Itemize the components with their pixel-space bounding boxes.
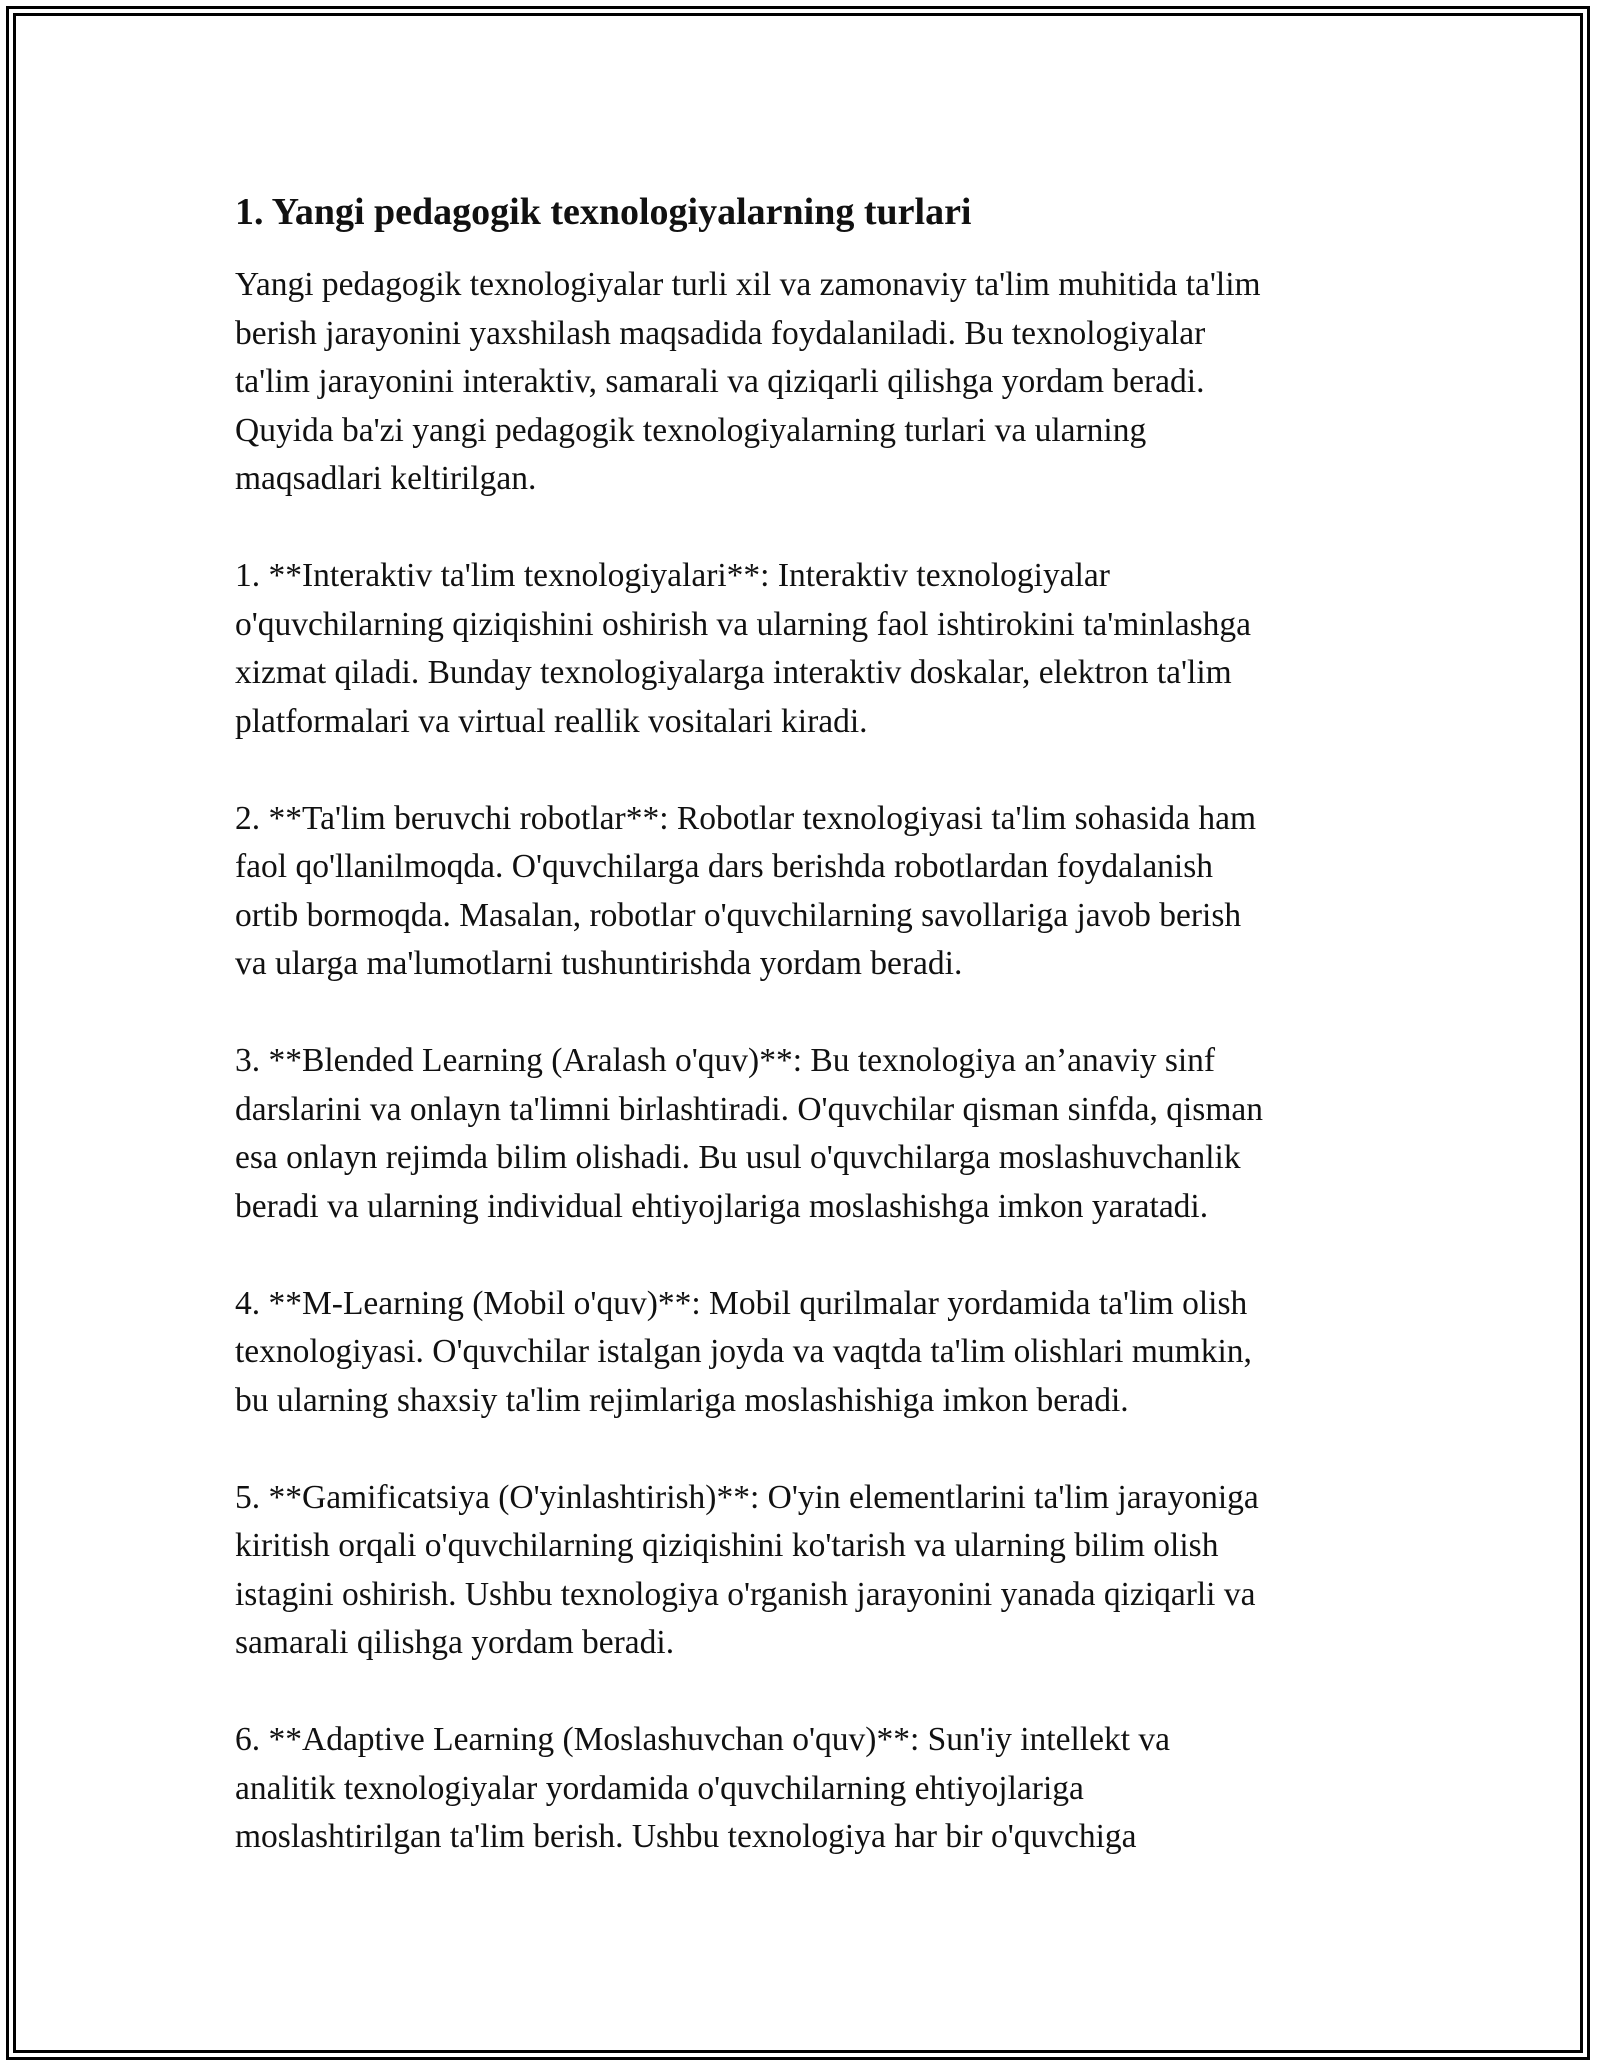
list-item-blended-learning: 3. **Blended Learning (Aralash o'quv)**: Bu texnologiya an’anaviy sinf darslarini va onlayn ta'limni birlashtiradi. O'quvchilar qisman sinfda, qisman esa onlayn rejimda bilim olishadi. Bu usul o'quvchilarga moslashuvchanlik beradi va ularning individual ehtiyojlariga moslashishga imkon yaratadi. xyxy=(235,1042,1264,1225)
list-item-gamificatsiya: 5. **Gamificatsiya (O'yinlashtirish)**: O'yin elementlarini ta'lim jarayoniga kiritish orqali o'quvchilarning qiziqishini ko'tarish va ularning bilim olish istagini oshirish. Ushbu texnologiya o'rganish jarayonini yanada qiziqarli va samarali qilishga yordam beradi. xyxy=(235,1478,1259,1661)
list-item-m-learning: 4. **M-Learning (Mobil o'quv)**: Mobil qurilmalar yordamida ta'lim olish texnologiyasi. O'quvchilar istalgan joyda va vaqtda ta'lim olishlari mumkin, bu ularning shaxsiy ta'lim rejimlariga moslashishiga imkon beradi. xyxy=(235,1284,1252,1419)
list-item-robotlar: 2. **Ta'lim beruvchi robotlar**: Robotlar texnologiyasi ta'lim sohasida ham faol qo'llanilmoqda. O'quvchilarga dars berishda robotlardan foydalanish ortib bormoqda. Masalan, robotlar o'quvchilarning savollariga javob berish va ularga ma'lumotlarni tushuntirishda yordam beradi. xyxy=(235,799,1257,982)
document-body xyxy=(235,188,1375,1910)
list-item-adaptive-learning: 6. **Adaptive Learning (Moslashuvchan o'quv)**: Sun'iy intellekt va analitik texnologiyalar yordamida o'quvchilarning ehtiyojlariga moslashtirilgan ta'lim berish. Ushbu texnologiya har bir o'quvchiga xyxy=(235,1721,1171,1855)
intro-paragraph: Yangi pedagogik texnologiyalar turli xil va zamonaviy ta'lim muhitida ta'lim berish jarayonini yaxshilash maqsadida foydalaniladi. Bu texnologiyalar ta'lim jarayonini interaktiv, samarali va qiziqarli qilishga yordam beradi. Quyida ba'zi yangi pedagogik texnologiyalarning turlari va ularning maqsadlari keltirilgan. xyxy=(235,266,1261,497)
list-item-interaktiv: 1. **Interaktiv ta'lim texnologiyalari**: Interaktiv texnologiyalar o'quvchilarning qiziqishini oshirish va ularning faol ishtirokini ta'minlashga xizmat qiladi. Bunday texnologiyalarga interaktiv doskalar, elektron ta'lim platformalari va virtual reallik vositalari kiradi. xyxy=(235,557,1251,740)
section-heading: 1. Yangi pedagogik texnologiyalarning turlari xyxy=(235,191,972,233)
